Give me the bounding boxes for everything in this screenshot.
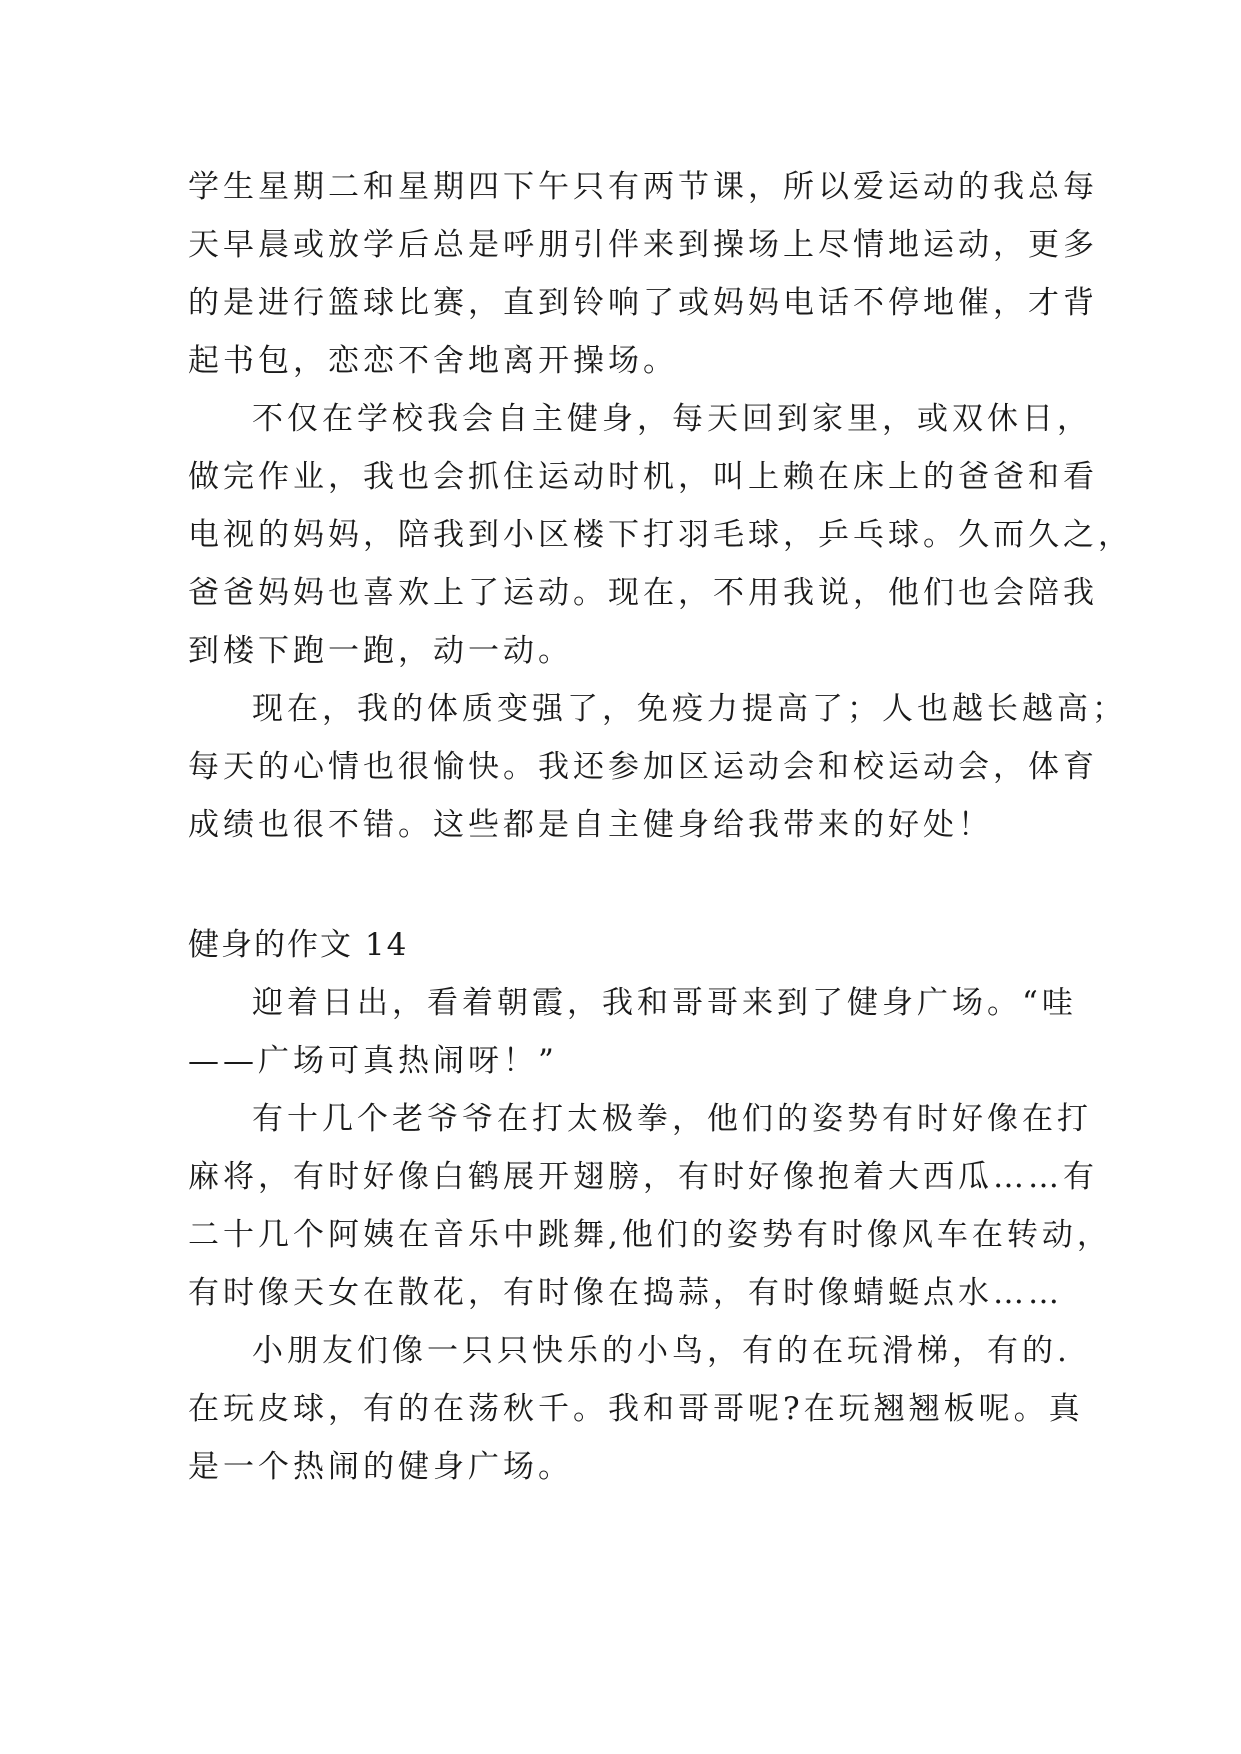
paragraph <box>188 974 1077 1090</box>
text-line: 起书包，恋恋不舍地离开操场。 <box>188 343 678 379</box>
text-line: 的是进行篮球比赛，直到铃响了或妈妈电话不停地催，才背 <box>188 285 1098 321</box>
text-line: 现在，我的体质变强了，免疫力提高了；人也越长越高； <box>252 691 1127 727</box>
text-line: 成绩也很不错。这些都是自主健身给我带来的好处！ <box>188 807 993 843</box>
paragraph <box>188 1322 1084 1496</box>
text-line: 麻将，有时好像白鹤展开翅膀，有时好像抱着大西瓜……有 <box>188 1159 1098 1195</box>
paragraph <box>188 680 1127 854</box>
text-line: 电视的妈妈，陪我到小区楼下打羽毛球，乒乓球。久而久之， <box>188 517 1133 553</box>
text-line: 有十几个老爷爷在打太极拳，他们的姿势有时好像在打 <box>252 1101 1092 1137</box>
text-line: 不仅在学校我会自主健身，每天回到家里，或双休日， <box>252 401 1092 437</box>
text-line: ——广场可真热闹呀！” <box>188 1043 558 1079</box>
text-line: 小朋友们像一只只快乐的小鸟，有的在玩滑梯，有的. <box>252 1333 1071 1369</box>
text-line: 在玩皮球，有的在荡秋千。我和哥哥呢?在玩翘翘板呢。真 <box>188 1391 1084 1427</box>
text-line: 做完作业，我也会抓住运动时机，叫上赖在床上的爸爸和看 <box>188 459 1098 495</box>
text-line: 天早晨或放学后总是呼朋引伴来到操场上尽情地运动，更多 <box>188 227 1098 263</box>
essay-section-2 <box>188 916 1112 1496</box>
text-line: 迎着日出，看着朝霞，我和哥哥来到了健身广场。“哇 <box>252 985 1077 1021</box>
text-line: 每天的心情也很愉快。我还参加区运动会和校运动会，体育 <box>188 749 1098 785</box>
paragraph <box>188 1090 1112 1322</box>
essay-section-1 <box>188 158 1133 854</box>
text-line: 二十几个阿姨在音乐中跳舞,他们的姿势有时像风车在转动， <box>188 1217 1112 1253</box>
text-line: 爸爸妈妈也喜欢上了运动。现在，不用我说，他们也会陪我 <box>188 575 1098 611</box>
paragraph <box>188 158 1098 390</box>
text-line: 有时像天女在散花，有时像在捣蒜，有时像蜻蜓点水…… <box>188 1275 1063 1311</box>
text-line: 学生星期二和星期四下午只有两节课，所以爱运动的我总每 <box>188 169 1098 205</box>
text-line: 到楼下跑一跑，动一动。 <box>188 633 573 669</box>
paragraph <box>188 390 1133 680</box>
section-title: 健身的作文 14 <box>188 927 409 963</box>
text-line: 是一个热闹的健身广场。 <box>188 1449 573 1485</box>
